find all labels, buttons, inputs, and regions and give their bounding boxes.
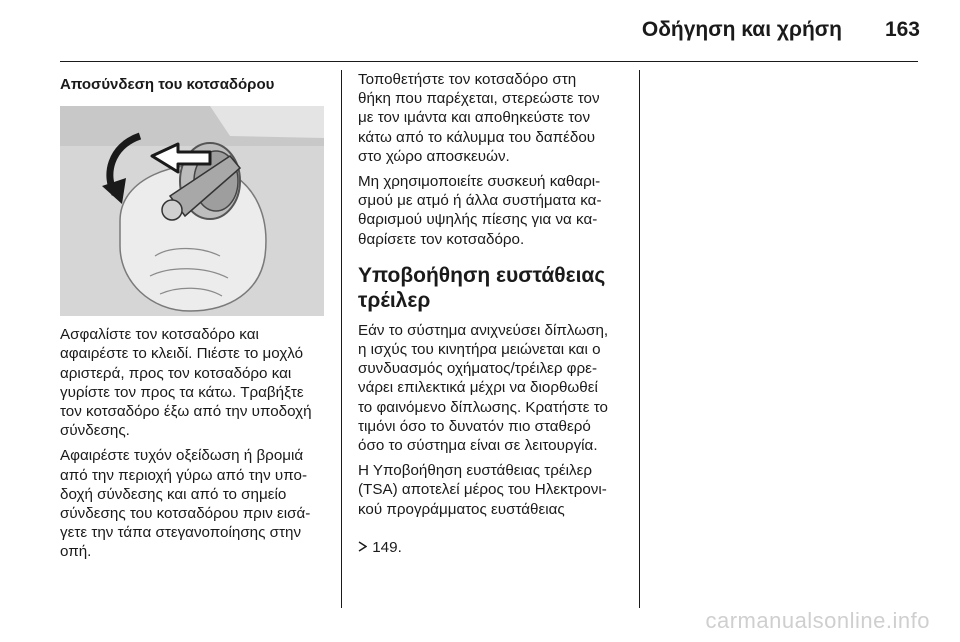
left-column — [60, 70, 332, 568]
header-rule — [60, 61, 918, 62]
watermark: carmanualsonline.info — [705, 608, 930, 633]
middle-column — [358, 70, 630, 563]
tow-hitch-illustration — [60, 106, 324, 316]
cross-reference-arrow-icon[interactable] — [358, 519, 368, 557]
reference-page-link[interactable]: 149. — [372, 539, 402, 557]
chapter-title: Οδήγηση και χρήση — [641, 18, 842, 41]
column-divider-2 — [639, 70, 640, 608]
storage-paragraph: Τοποθετήστε τον κοτσαδόρο στη θήκη που παρέχεται, στερεώστε τον με τον ιμάντα και αποθηκεύστε τον κάτω από το κάλυμμα του δαπέδου στο χώρο αποσκευών. — [358, 71, 600, 165]
instruction-paragraph-1: Ασφαλίστε τον κοτσαδόρο και αφαιρέστε το κλειδί. Πιέστε το μοχλό αριστερά, προς τον κοτσαδόρο και γυρίστε τον προς τα κάτω. Τραβήξτε τον κοτσαδόρο έξω από την υποδοχή σύνδεσης. — [60, 326, 312, 440]
instruction-paragraph-2: Αφαιρέστε τυχόν οξείδωση ή βρομιά από την περιοχή γύρω από την υπο- δοχή σύνδεσης και από το σημείο σύνδεσης του κοτσαδόρου πριν εισά- γετε την τάπα στεγανοποίησης στην οπή. — [60, 447, 311, 561]
cleaning-warning-paragraph: Μη χρησιμοποιείτε συσκευή καθαρι- σμού με ατμό ή άλλα συστήματα κα- θαρισμού υψηλής πίεσης για να κα- θαρίσετε τον κοτσαδόρο. — [358, 173, 602, 248]
section-heading: Υποβοήθηση ευστάθειας τρέιλερ — [358, 263, 606, 312]
subsection-heading: Αποσύνδεση του κοτσαδόρου — [60, 76, 275, 93]
page-number: 163 — [884, 18, 920, 41]
column-divider-1 — [341, 70, 342, 608]
tsa-reference-paragraph — [358, 461, 630, 557]
tsa-description-paragraph: Εάν το σύστημα ανιχνεύσει δίπλωση, η ισχύς του κινητήρα μειώνεται και ο συνδυασμός οχήματος/τρέιλερ φρε- νάρει επιλεκτικά μέχρι να διορθωθεί το φαινόμενο δίπλωσης. Κρατήστε το τιμόνι όσο το δυνατόν πιο σταθερό όσο το σύστημα είναι σε λειτουργία. — [358, 321, 609, 455]
tsa-reference-text: Η Υποβοήθηση ευστάθειας τρέιλερ (TSA) αποτελεί μέρος του Ηλεκτρονι- κού προγράμματος ευστάθειας — [358, 462, 607, 518]
